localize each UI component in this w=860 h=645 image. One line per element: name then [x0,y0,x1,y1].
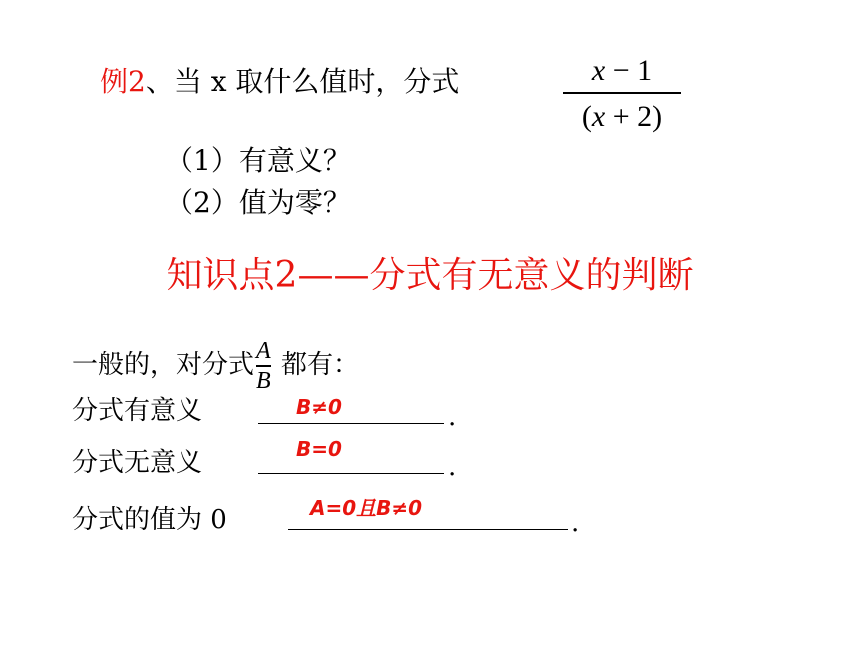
rule-label-1: 分式有意义 [72,396,203,426]
fraction-denominator: (x + 2) [581,100,663,133]
question-1: （1）有意义？ [165,144,351,177]
period-3: . [571,508,580,538]
fraction-numerator: x − 1 [591,54,653,87]
blank-1 [258,423,444,424]
example-text: 、当 x 取什么值时，分式 [145,65,460,98]
answer-1: B≠0 [296,395,342,419]
answer-3: A=0且B≠0 [310,496,423,520]
question-2: （2）值为零？ [165,186,351,219]
fraction-bar [563,92,681,94]
blank-2 [258,473,444,474]
example-label: 例2 [100,65,146,98]
example-line [100,62,459,102]
fraction-a-over-b: $\frac{A}{B}$ [256,338,271,394]
answer-2: B=0 [296,437,342,461]
period-2: . [448,452,457,482]
section-heading: 知识点2——分式有无意义的判断 [166,255,694,296]
blank-3 [288,529,568,530]
period-1: . [448,402,457,432]
rule-label-3: 分式的值为 0 [72,505,227,535]
rule-label-2: 分式无意义 [72,448,203,478]
rules-intro: 一般的，对分式$\frac{A}{B}$ 都有： [72,338,359,394]
example-fraction [563,52,681,136]
